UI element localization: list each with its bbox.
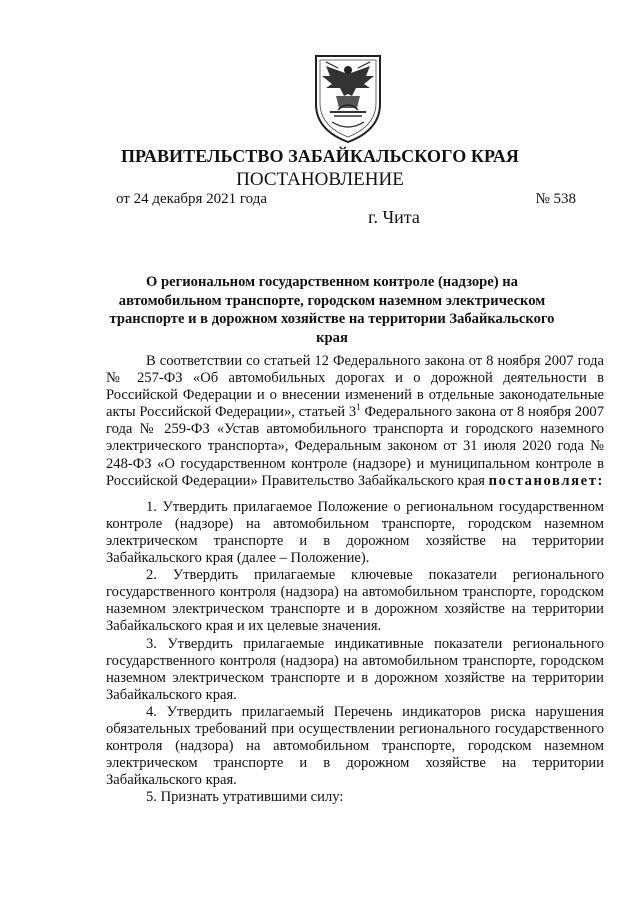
document-date: от 24 декабря 2021 года bbox=[116, 191, 268, 207]
article-superscript: 1 bbox=[356, 402, 361, 413]
document-city: г. Чита bbox=[368, 207, 420, 227]
decree-word: постановляет: bbox=[488, 472, 604, 489]
preamble-text: В соответствии со статьей 12 Федерального закона от 8 ноября 2007 года № 257-ФЗ «Об автомобильных дорогах и о дорожной деятельности в Российской Федерации и о внесении изменений в отдельные законодательные акты Российской Федерации», статьей 3 bbox=[106, 353, 604, 421]
government-title: ПРАВИТЕЛЬСТВО ЗАБАЙКАЛЬСКОГО КРАЯ bbox=[120, 146, 520, 166]
document-subject: О региональном государственном контроле (надзоре) на автомобильном транспорте, городском наземном электрическом транспорте и в дорожном хозяйстве на территории Забайкальского края bbox=[109, 274, 555, 346]
coat-of-arms-icon bbox=[308, 52, 388, 144]
list-item: 5. Признать утратившими силу: bbox=[146, 789, 344, 806]
document-number: № 538 bbox=[535, 191, 576, 207]
document-body bbox=[106, 353, 604, 806]
list-item: 2. Утвердить прилагаемые ключевые показатели регионального государственного контроля (надзора) на автомобильном транспорте, городском наземном электрическом транспорте и в дорожном хозяйстве на территории Забайкальского края и их целевые значения. bbox=[106, 567, 604, 635]
list-item: 1. Утвердить прилагаемое Положение о региональном государственном контроле (надзоре) на автомобильном транспорте, городском наземном электрическом транспорте и в дорожном хозяйстве на территории Забайкальского края (далее – Положение). bbox=[106, 498, 604, 567]
list-item: 4. Утвердить прилагаемый Перечень индикаторов риска нарушения обязательных требований при осуществлении регионального государственного контроля (надзора) на автомобильном транспорте, городском наземном электрическом транспорте и в дорожном хозяйстве на территории Забайкальского края. bbox=[106, 703, 604, 789]
preamble-text-cont: Федерального закона от 8 ноября 2007 года № 259-ФЗ «Устав автомобильного транспорта и городского наземного электрического транспорта», Федеральным законом от 31 июля 2020 года № 248-ФЗ «О государственном контроле (надзоре) и муниципальном контроле в Российской Федерации» Правительство Забайкальского края bbox=[106, 404, 604, 489]
list-item: 3. Утвердить прилагаемые индикативные показатели регионального государственного контроля (надзора) на автомобильном транспорте, городском наземном электрическом транспорте и в дорожном хозяйстве на территории Забайкальского края. bbox=[106, 635, 604, 703]
document-type: ПОСТАНОВЛЕНИЕ bbox=[236, 169, 404, 190]
preamble bbox=[106, 353, 604, 490]
